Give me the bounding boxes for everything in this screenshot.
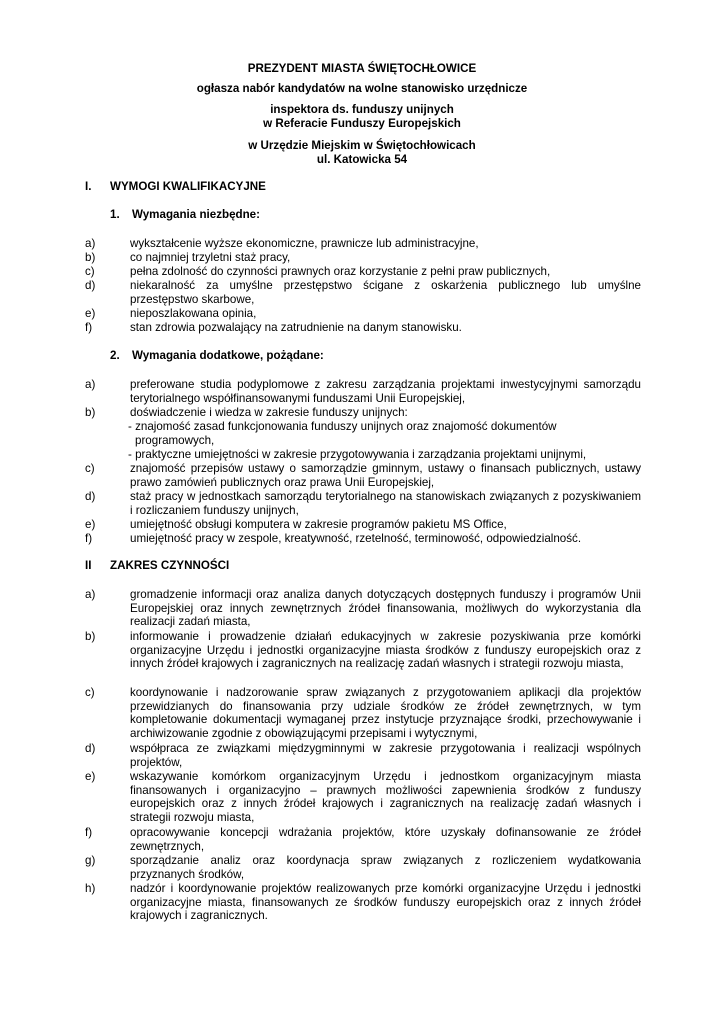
list-item-label: g) (85, 854, 96, 867)
sub-bullet-skills: - praktyczne umiejętności w zakresie przygotowywania i zarządzania projektami unijnymi, (128, 448, 587, 461)
list-item-text: niekaralność za umyślne przestępstwo ścigane z oskarżenia publicznego lub umyślne przestępstwo skarbowe, (130, 279, 641, 306)
list-item-text: znajomość przepisów ustawy o samorządzie gminnym, ustawy o finansach publicznych, ustawy prawo zamówień publicznych oraz prawa Unii Europejskiej, (130, 462, 641, 489)
section-1-title: WYMOGI KWALIFIKACYJNE (110, 180, 266, 193)
list-item-label: a) (85, 237, 96, 250)
subsection-2-number: 2. (110, 349, 120, 362)
list-item-label: c) (85, 686, 95, 699)
section-2-title: ZAKRES CZYNNOŚCI (110, 559, 230, 572)
header-office: w Urzędzie Miejskim w Świętochłowicach (248, 139, 476, 152)
subsection-1-number: 1. (110, 208, 120, 221)
subsection-1-title: Wymagania niezbędne: (132, 208, 260, 221)
header-position: inspektora ds. funduszy unijnych (270, 103, 454, 116)
list-item-label: f) (85, 532, 93, 545)
list-item-label: a) (85, 588, 96, 601)
list-item-text: opracowywanie koncepcji wdrażania projektów, które uzyskały dofinansowanie ze źródeł zewnętrznych, (130, 826, 641, 853)
list-item-label: d) (85, 490, 96, 503)
list-item-text: wykształcenie wyższe ekonomiczne, prawnicze lub administracyjne, (130, 237, 479, 250)
list-item-label: e) (85, 518, 96, 531)
list-item-text: pełna zdolność do czynności prawnych oraz korzystanie z pełni praw publicznych, (130, 265, 551, 278)
sub-bullet-knowledge: - znajomość zasad funkcjonowania funduszy unijnych oraz znajomość dokumentów (128, 420, 557, 433)
list-item-text: staż pracy w jednostkach samorządu terytorialnego na stanowiskach związanych z pozyskiwaniem i rozliczaniem funduszy unijnych, (130, 490, 641, 517)
list-item-text: co najmniej trzyletni staż pracy, (130, 251, 291, 264)
list-item-label: d) (85, 742, 96, 755)
list-item-label: d) (85, 279, 96, 292)
header-address: ul. Katowicka 54 (316, 153, 408, 166)
list-item-label: b) (85, 406, 96, 419)
list-item-text: umiejętność obsługi komputera w zakresie programów pakietu MS Office, (130, 518, 507, 531)
list-item-text: gromadzenie informacji oraz analiza danych dotyczących dostępnych funduszy i programów Unii Europejskiej oraz innych zewnętrznych źródeł finansowania, możliwych do wykorzystania dla realizacji zadań miasta, (130, 588, 641, 628)
section-2-heading (85, 559, 229, 573)
list-item-text: współpraca ze związkami międzygminnymi w zakresie przygotowania i realizacji wspólnych projektów, (130, 742, 641, 769)
header-title: PREZYDENT MIASTA ŚWIĘTOCHŁOWICE (247, 62, 477, 75)
subsection-2-title: Wymagania dodatkowe, pożądane: (132, 349, 324, 362)
list-item-text: koordynowanie i nadzorowanie spraw związanych z przygotowaniem aplikacji dla projektów przewidzianych do finansowania przy udziale środków ze źródeł zewnętrznych, w tym kompletowanie dokumentacji wymaganej przez instytucje przyznające środki, przechowywanie i archiwizowanie zgodnie z obowiązującymi przepisami i wytycznymi, (130, 686, 641, 740)
list-item-text: nadzór i koordynowanie projektów realizowanych prze komórki organizacyjne Urzędu i jednostki organizacyjne miasta, finansowanych ze środków funduszy europejskich oraz z innych źródeł krajowych i zagranicznych. (130, 882, 641, 922)
list-item-label: f) (85, 321, 93, 334)
list-item-label: c) (85, 265, 95, 278)
sub-bullet-knowledge-cont: programowych, (135, 434, 215, 447)
list-item-text: wskazywanie komórkom organizacyjnym Urzędu i jednostkom organizacyjnym miasta finansowanych i organizacyjno – prawnych możliwości zapewnienia środków z funduszy europejskich oraz z innych źródeł krajowych i zagranicznych na realizację zadań własnych i strategii rozwoju miasta, (130, 770, 641, 824)
list-item-text: umiejętność pracy w zespole, kreatywność, rzetelność, terminowość, odpowiedzialność. (130, 532, 582, 545)
header-announcement: ogłasza nabór kandydatów na wolne stanowisko urzędnicze (196, 82, 528, 95)
list-item-label: b) (85, 630, 96, 643)
list-item-label: f) (85, 826, 93, 839)
list-item-text: nieposzlakowana opinia, (130, 307, 257, 320)
list-item-text: doświadczenie i wiedza w zakresie funduszy unijnych: (130, 406, 408, 419)
list-item-label: a) (85, 378, 96, 391)
section-1-number: I. (85, 180, 92, 193)
list-item-label: h) (85, 882, 96, 895)
list-item-text: informowanie i prowadzenie działań edukacyjnych w zakresie pozyskiwania prze komórki organizacyjne Urzędu i jednostki organizacyjne miasta środków z funduszy europejskich oraz z innych źródeł krajowych i zagranicznych na realizację zadań własnych i strategii rozwoju miasta, (130, 630, 641, 670)
subsection-1-heading (110, 208, 260, 222)
list-item-text: stan zdrowia pozwalający na zatrudnienie na danym stanowisku. (130, 321, 462, 334)
list-item-label: c) (85, 462, 95, 475)
list-item-label: e) (85, 307, 96, 320)
list-item-text: preferowane studia podyplomowe z zakresu zarządzania projektami inwestycyjnymi samorządu terytorialnego współfinansowanymi funduszami Unii Europejskiej, (130, 378, 641, 405)
section-1-heading (85, 180, 266, 194)
subsection-2-heading (110, 349, 324, 363)
section-2-number: II (85, 559, 92, 572)
list-item-label: b) (85, 251, 96, 264)
header-department: w Referacie Funduszy Europejskich (263, 117, 461, 130)
list-item-text: sporządzanie analiz oraz koordynacja spraw związanych z rozliczeniem wydatkowania przyznanych środków, (130, 854, 641, 881)
list-item-label: e) (85, 770, 96, 783)
